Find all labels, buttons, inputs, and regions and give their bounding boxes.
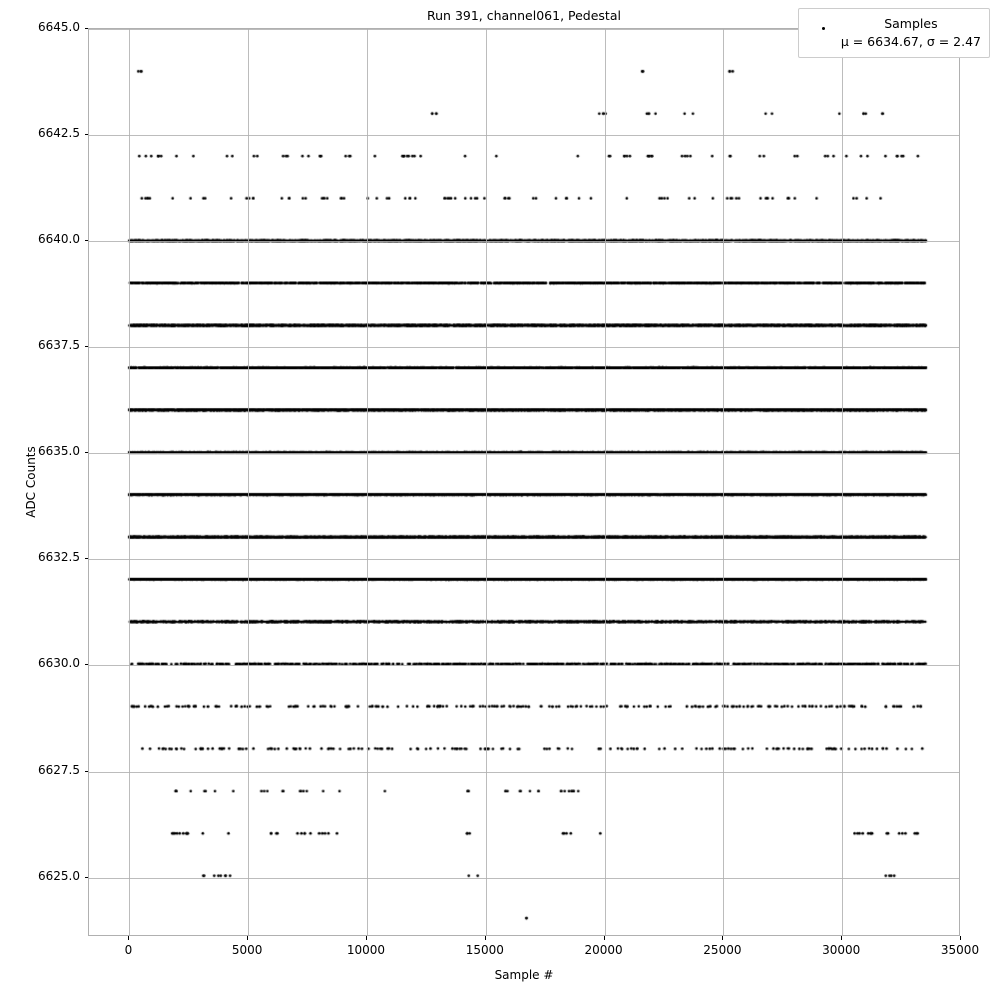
legend [798, 8, 990, 58]
x-tick-label: 20000 [584, 943, 623, 957]
x-tick-label: 30000 [822, 943, 861, 957]
legend-sample-dot-icon [822, 27, 825, 30]
grid-line-horizontal [89, 665, 959, 666]
grid-line-horizontal [89, 135, 959, 136]
y-tick-mark [85, 452, 89, 453]
grid-line-horizontal [89, 347, 959, 348]
x-tick-mark [247, 936, 248, 940]
y-tick-label: 6637.5 [38, 338, 80, 353]
grid-line-horizontal [89, 559, 959, 560]
y-tick-label: 6645.0 [38, 20, 80, 34]
scatter-points [89, 29, 959, 935]
x-tick-mark [366, 936, 367, 940]
x-tick-mark [128, 936, 129, 940]
grid-line-vertical [842, 29, 843, 935]
y-tick-mark [85, 134, 89, 135]
x-tick-mark [722, 936, 723, 940]
grid-line-vertical [605, 29, 606, 935]
y-tick-mark [85, 877, 89, 878]
y-axis-label: ADC Counts [24, 446, 38, 518]
legend-series-name: Samples [884, 16, 938, 31]
y-tick-mark [85, 771, 89, 772]
legend-stats: μ = 6634.67, σ = 2.47 [840, 34, 981, 50]
y-tick-mark [85, 240, 89, 241]
x-tick-label: 25000 [703, 943, 742, 957]
x-tick-label: 5000 [231, 943, 263, 957]
x-tick-mark [604, 936, 605, 940]
y-tick-label: 6630.0 [38, 656, 80, 671]
y-tick-label: 6642.5 [38, 126, 80, 141]
y-tick-label: 6627.5 [38, 762, 80, 777]
grid-line-horizontal [89, 878, 959, 879]
y-axis-label-container [10, 28, 38, 936]
grid-line-vertical [723, 29, 724, 935]
grid-line-vertical [129, 29, 130, 935]
x-axis-label: Sample # [494, 968, 554, 982]
y-tick-label: 6635.0 [38, 444, 80, 459]
y-tick-label: 6625.0 [38, 868, 80, 883]
y-tick-mark [85, 558, 89, 559]
grid-line-vertical [367, 29, 368, 935]
legend-marker-cell [807, 15, 841, 30]
x-tick-mark [485, 936, 486, 940]
x-tick-label: 10000 [346, 943, 386, 957]
grid-line-vertical [486, 29, 487, 935]
y-tick-mark [85, 346, 89, 347]
grid-line-horizontal [89, 241, 959, 242]
y-tick-mark [85, 664, 89, 665]
grid-line-horizontal [89, 453, 959, 454]
y-tick-label: 6640.0 [38, 232, 80, 247]
y-tick-mark [85, 28, 89, 29]
x-tick-label: 15000 [465, 943, 504, 957]
x-tick-label: 35000 [940, 943, 980, 957]
y-tick-label: 6632.5 [38, 550, 80, 565]
page-title: Run 391, channel061, Pedestal [427, 8, 621, 23]
grid-line-horizontal [89, 772, 959, 773]
x-tick-mark [960, 936, 961, 940]
plot-area [88, 28, 960, 936]
x-tick-mark [841, 936, 842, 940]
grid-line-vertical [248, 29, 249, 935]
x-tick-label: 0 [124, 943, 133, 957]
